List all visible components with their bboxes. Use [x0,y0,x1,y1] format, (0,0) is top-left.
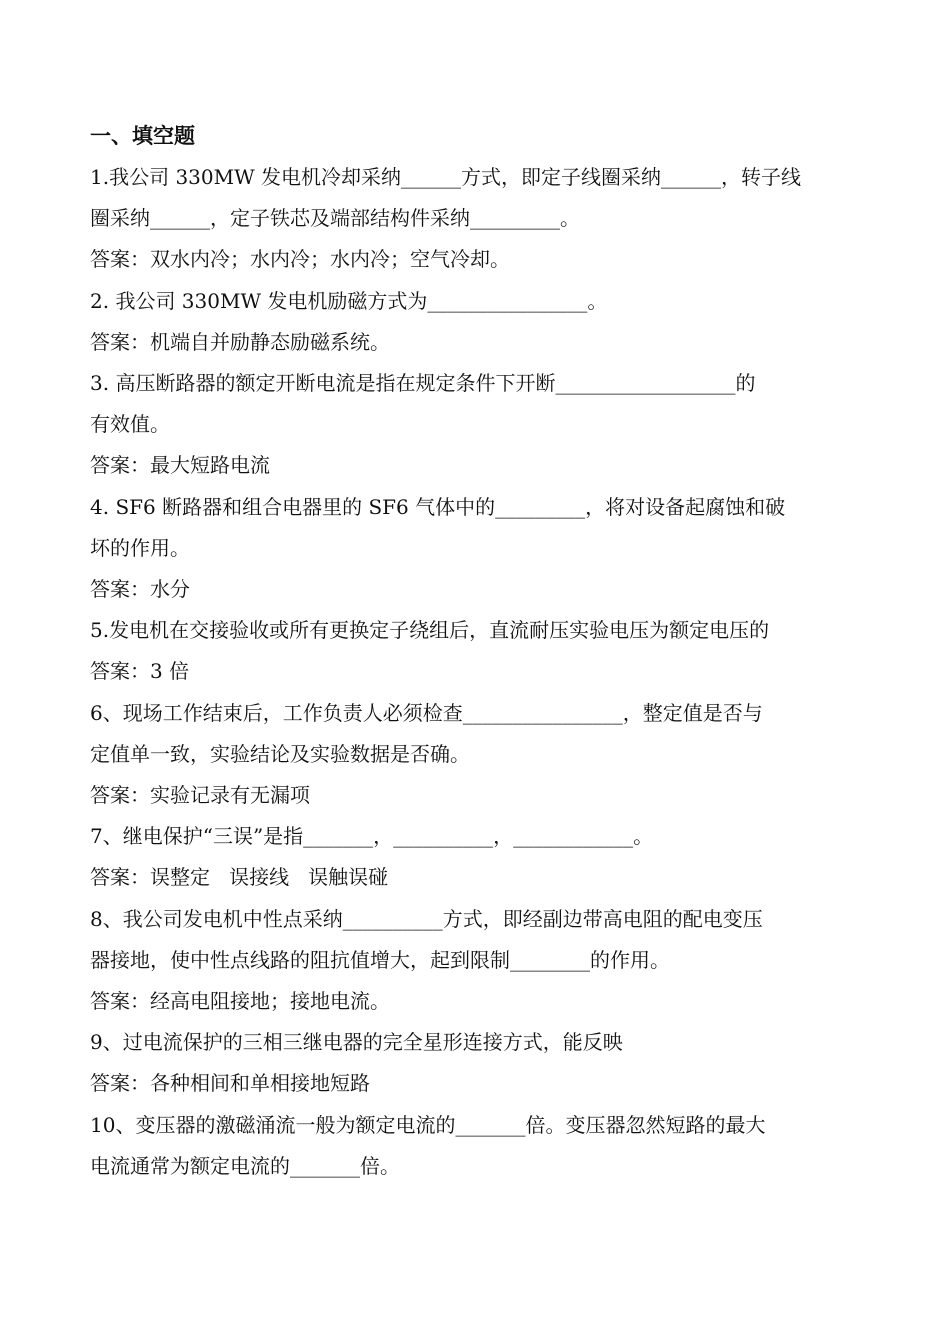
section-title: 一、填空题 [90,124,195,148]
question-line: 4. SF6 断路器和组合电器里的 SF6 气体中的_________，将对设备起腐蚀和破 [90,494,786,519]
question-line: 3. 高压断路器的额定开断电流是指在规定条件下开断__________________的 [90,371,756,396]
answer-line: 答案：机端自并励静态励磁系统。 [90,329,390,354]
question-line: 8、我公司发电机中性点采纳__________方式，即经副边带高电阻的配电变压 [90,906,763,931]
question-line: 6、现场工作结束后，工作负责人必须检查________________，整定值是否与 [90,700,763,725]
answer-line: 答案：误整定 误接线 误触误碰 [90,865,389,890]
question-8 [90,899,870,1023]
question-4 [90,487,870,611]
question-1 [90,157,870,281]
question-line: 电流通常为额定电流的_______倍。 [90,1153,400,1178]
question-3 [90,363,870,487]
question-10 [90,1105,870,1187]
question-7 [90,816,870,898]
question-line: 7、继电保护“三误”是指_______，__________，____________。 [90,824,654,849]
question-line: 圈采纳______，定子铁芯及端部结构件采纳_________。 [90,206,580,231]
question-line: 器接地，使中性点线路的阻抗值增大，起到限制________的作用。 [90,947,670,972]
question-5 [90,610,870,692]
answer-line: 答案：水分 [90,577,190,602]
answer-line: 答案：实验记录有无漏项 [90,783,310,808]
question-2 [90,281,870,363]
question-line: 9、过电流保护的三相三继电器的完全星形连接方式，能反映 [90,1030,623,1055]
question-line: 2. 我公司 330MW 发电机励磁方式为________________。 [90,288,608,313]
question-9 [90,1022,870,1104]
question-line: 定值单一致，实验结论及实验数据是否确。 [90,741,470,766]
answer-line: 答案：各种相间和单相接地短路 [90,1071,370,1096]
answer-line: 答案：双水内冷；水内冷；水内冷；空气冷却。 [90,247,510,272]
question-line: 1.我公司 330MW 发电机冷却采纳______方式，即定子线圈采纳______，转子线 [90,165,802,189]
question-line: 坏的作用。 [90,535,190,560]
question-line: 有效值。 [90,412,170,437]
answer-line: 答案：3 倍 [90,659,190,684]
question-6 [90,693,870,817]
question-line: 10、变压器的激磁涌流一般为额定电流的_______倍。变压器忽然短路的最大 [90,1112,766,1137]
answer-line: 答案：经高电阻接地；接地电流。 [90,989,390,1014]
question-line: 5.发电机在交接验收或所有更换定子绕组后，直流耐压实验电压为额定电压的 [90,618,770,643]
document-page [90,116,870,1187]
answer-line: 答案：最大短路电流 [90,453,270,478]
